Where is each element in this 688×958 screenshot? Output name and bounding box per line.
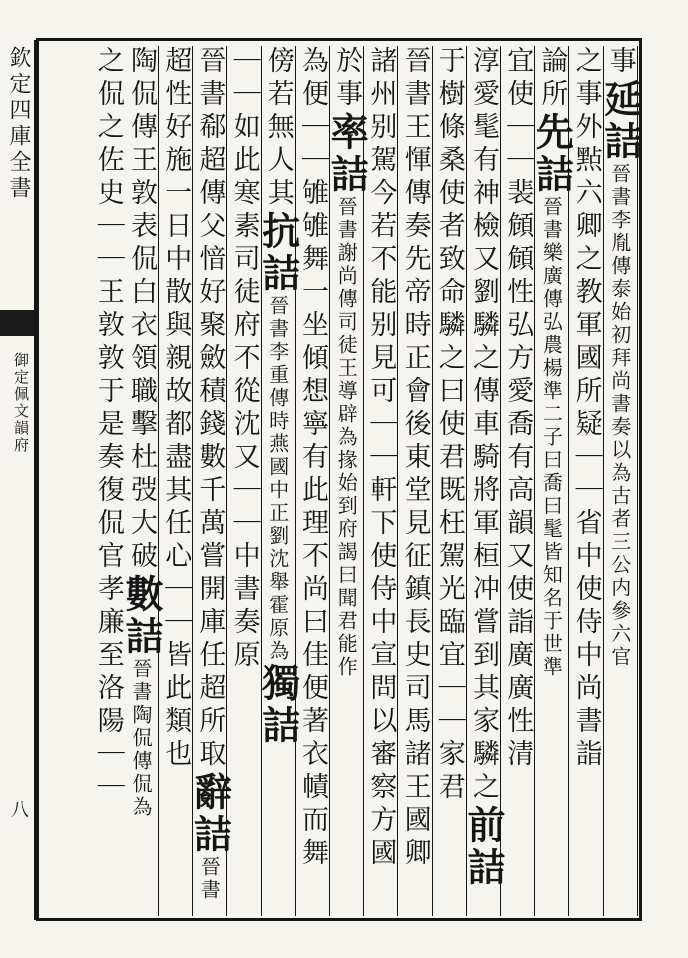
column-text: 論所 [536, 46, 568, 112]
column-text: 諸州别駕今若不能别見可｜｜軒下使侍中宣問以審察方國 [365, 46, 397, 871]
column-text: 宜使｜｜裴頠頠性弘方愛喬有高韻又使詣廣廣性清 [502, 46, 534, 772]
text-column [364, 46, 398, 916]
column-text: 之侃之佐史｜｜王敦敦于是奏復侃官孝廉至洛陽｜｜ [92, 46, 124, 805]
page-number: 八 [8, 800, 29, 822]
entry-note: 晉書樂廣傳弘農楊準二子曰喬曰髦皆知名于世準 [539, 196, 564, 679]
text-column [501, 46, 535, 916]
text-column [324, 46, 370, 916]
entry-note: 晉書謝尚傳司徒王導辟為掾始到府謁曰聞君能作 [334, 196, 359, 679]
text-column [529, 46, 575, 916]
entry-heading: 率詰 [324, 112, 370, 196]
text-column [433, 46, 467, 916]
column-text: 傍若無人其 [262, 46, 294, 211]
entry-heading: 前詰 [461, 805, 506, 889]
entry-note: 晉書陶侃傳侃為 [129, 658, 153, 819]
entry-note: 晉書李胤傳泰始初拜尚書奏以為古者三公内參六官 [607, 163, 632, 669]
text-column [399, 46, 433, 916]
entry-heading: 獨詰 [255, 663, 301, 747]
column-text: 晉書王惲傳奏先帝時正會後東堂見征鎮長史司馬諸王國卿 [399, 46, 431, 871]
column-text: 淳愛髦有神檢又劉驎之傳車騎將軍桓冲嘗到其家驎之 [468, 46, 499, 805]
spine-subtitle: 御定佩文韻府 [12, 352, 30, 454]
text-column [296, 46, 330, 916]
entry-note: 晉書 [197, 856, 222, 902]
column-text: 于樹條桑使者致命驎之曰使君既枉駕光臨宜｜｜家君 [433, 46, 465, 805]
entry-heading: 延詰 [597, 79, 643, 163]
text-column [570, 46, 604, 916]
text-column [228, 46, 262, 916]
column-text: 事 [604, 46, 636, 79]
text-column [187, 46, 233, 916]
entry-heading: 抗詰 [255, 211, 301, 295]
column-text: 為便｜｜雊雊舞一坐傾想寧有此理不尚曰佳便著衣幘而舞 [297, 46, 328, 871]
page-spine [0, 40, 36, 920]
entry-heading: 先詰 [529, 112, 575, 196]
entry-heading: 數詰 [119, 574, 164, 658]
spine-band [0, 310, 34, 336]
column-text: ｜｜如此寒素司徒府不從沈又｜｜中書奏原 [228, 46, 260, 673]
text-column [255, 46, 301, 916]
column-text: 晉書郗超傳父愔好聚斂積錢數千萬嘗開庫任超所取 [194, 46, 226, 772]
text-column [597, 46, 643, 916]
column-text: 於事 [331, 46, 363, 112]
entry-heading: 辭詰 [187, 772, 233, 856]
text-column [119, 46, 164, 916]
text-column [159, 46, 193, 916]
column-text: 陶侃傳王敦表侃白衣領職擊杜弢大破 [126, 46, 157, 574]
entry-note: 晉書李重傳時燕國中正劉沈舉霍原為 [265, 295, 290, 663]
column-text: 超性好施一日中散與親故都盡其任心｜｜皆此類也 [160, 46, 192, 772]
text-column [91, 46, 125, 916]
column-text: 之事外㸃六卿之教軍國所疑｜｜省中使侍中尚書詣 [570, 46, 602, 772]
spine-title: 欽定四庫全書 [6, 46, 31, 202]
text-column [461, 46, 506, 916]
